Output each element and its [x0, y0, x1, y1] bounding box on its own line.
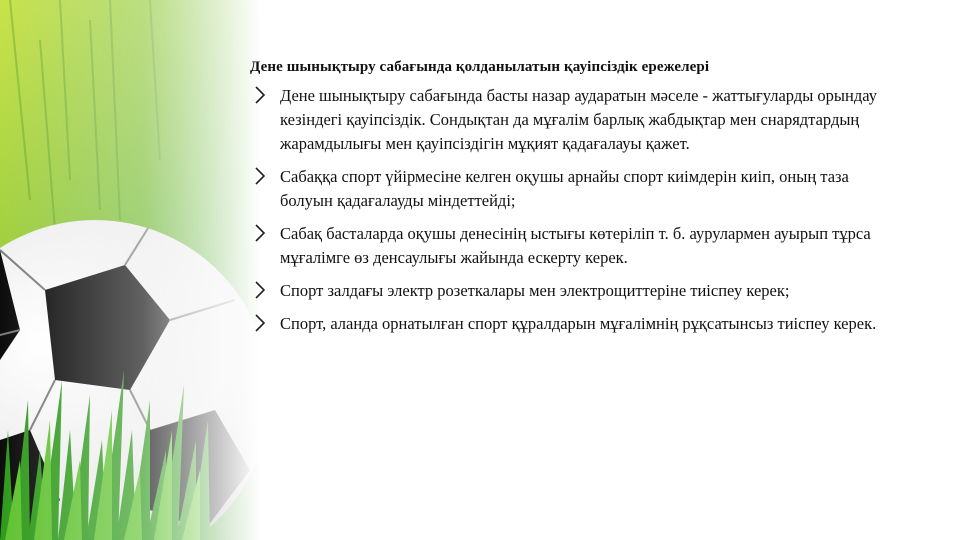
list-item: [250, 84, 900, 156]
rules-list: [250, 84, 900, 336]
arrow-bullet-icon: [254, 167, 266, 185]
list-item: [250, 165, 900, 213]
rule-text: Спорт, аланда орнатылған спорт құралдарын мұғалімнің рұқсатынсыз тиіспеу керек.: [280, 314, 877, 333]
rule-text: Сабақ басталарда оқушы денесінің ыстығы көтеріліп т. б. аурулармен ауырып тұрса мұғалімге өз денсаулығы жайында ескерту керек.: [280, 224, 871, 267]
list-item: [250, 222, 900, 270]
slide-content: [250, 56, 900, 345]
rule-text: Спорт залдағы электр розеткалары мен электрощиттеріне тиіспеу керек;: [280, 281, 790, 300]
rule-text: Сабаққа спорт үйірмесіне келген оқушы арнайы спорт киімдерін киіп, оның таза болуын қадағалауды міндеттейді;: [280, 167, 849, 210]
football-grass-image: [0, 0, 260, 540]
arrow-bullet-icon: [254, 314, 266, 332]
list-item: [250, 312, 900, 336]
slide-title: Дене шынықтыру сабағында қолданылатын қауіпсіздік ережелері: [250, 59, 710, 75]
rule-text: Дене шынықтыру сабағында басты назар аударатын мәселе - жаттығуларды орындау кезіндегі қауіпсіздік. Сондықтан да мұғалім барлық жабдықтар мен снарядтардың жарамдылығы мен қауіпсіздігін мұқият қадағалауы қажет.: [280, 86, 877, 153]
list-item: [250, 279, 900, 303]
arrow-bullet-icon: [254, 281, 266, 299]
arrow-bullet-icon: [254, 224, 266, 242]
arrow-bullet-icon: [254, 86, 266, 104]
